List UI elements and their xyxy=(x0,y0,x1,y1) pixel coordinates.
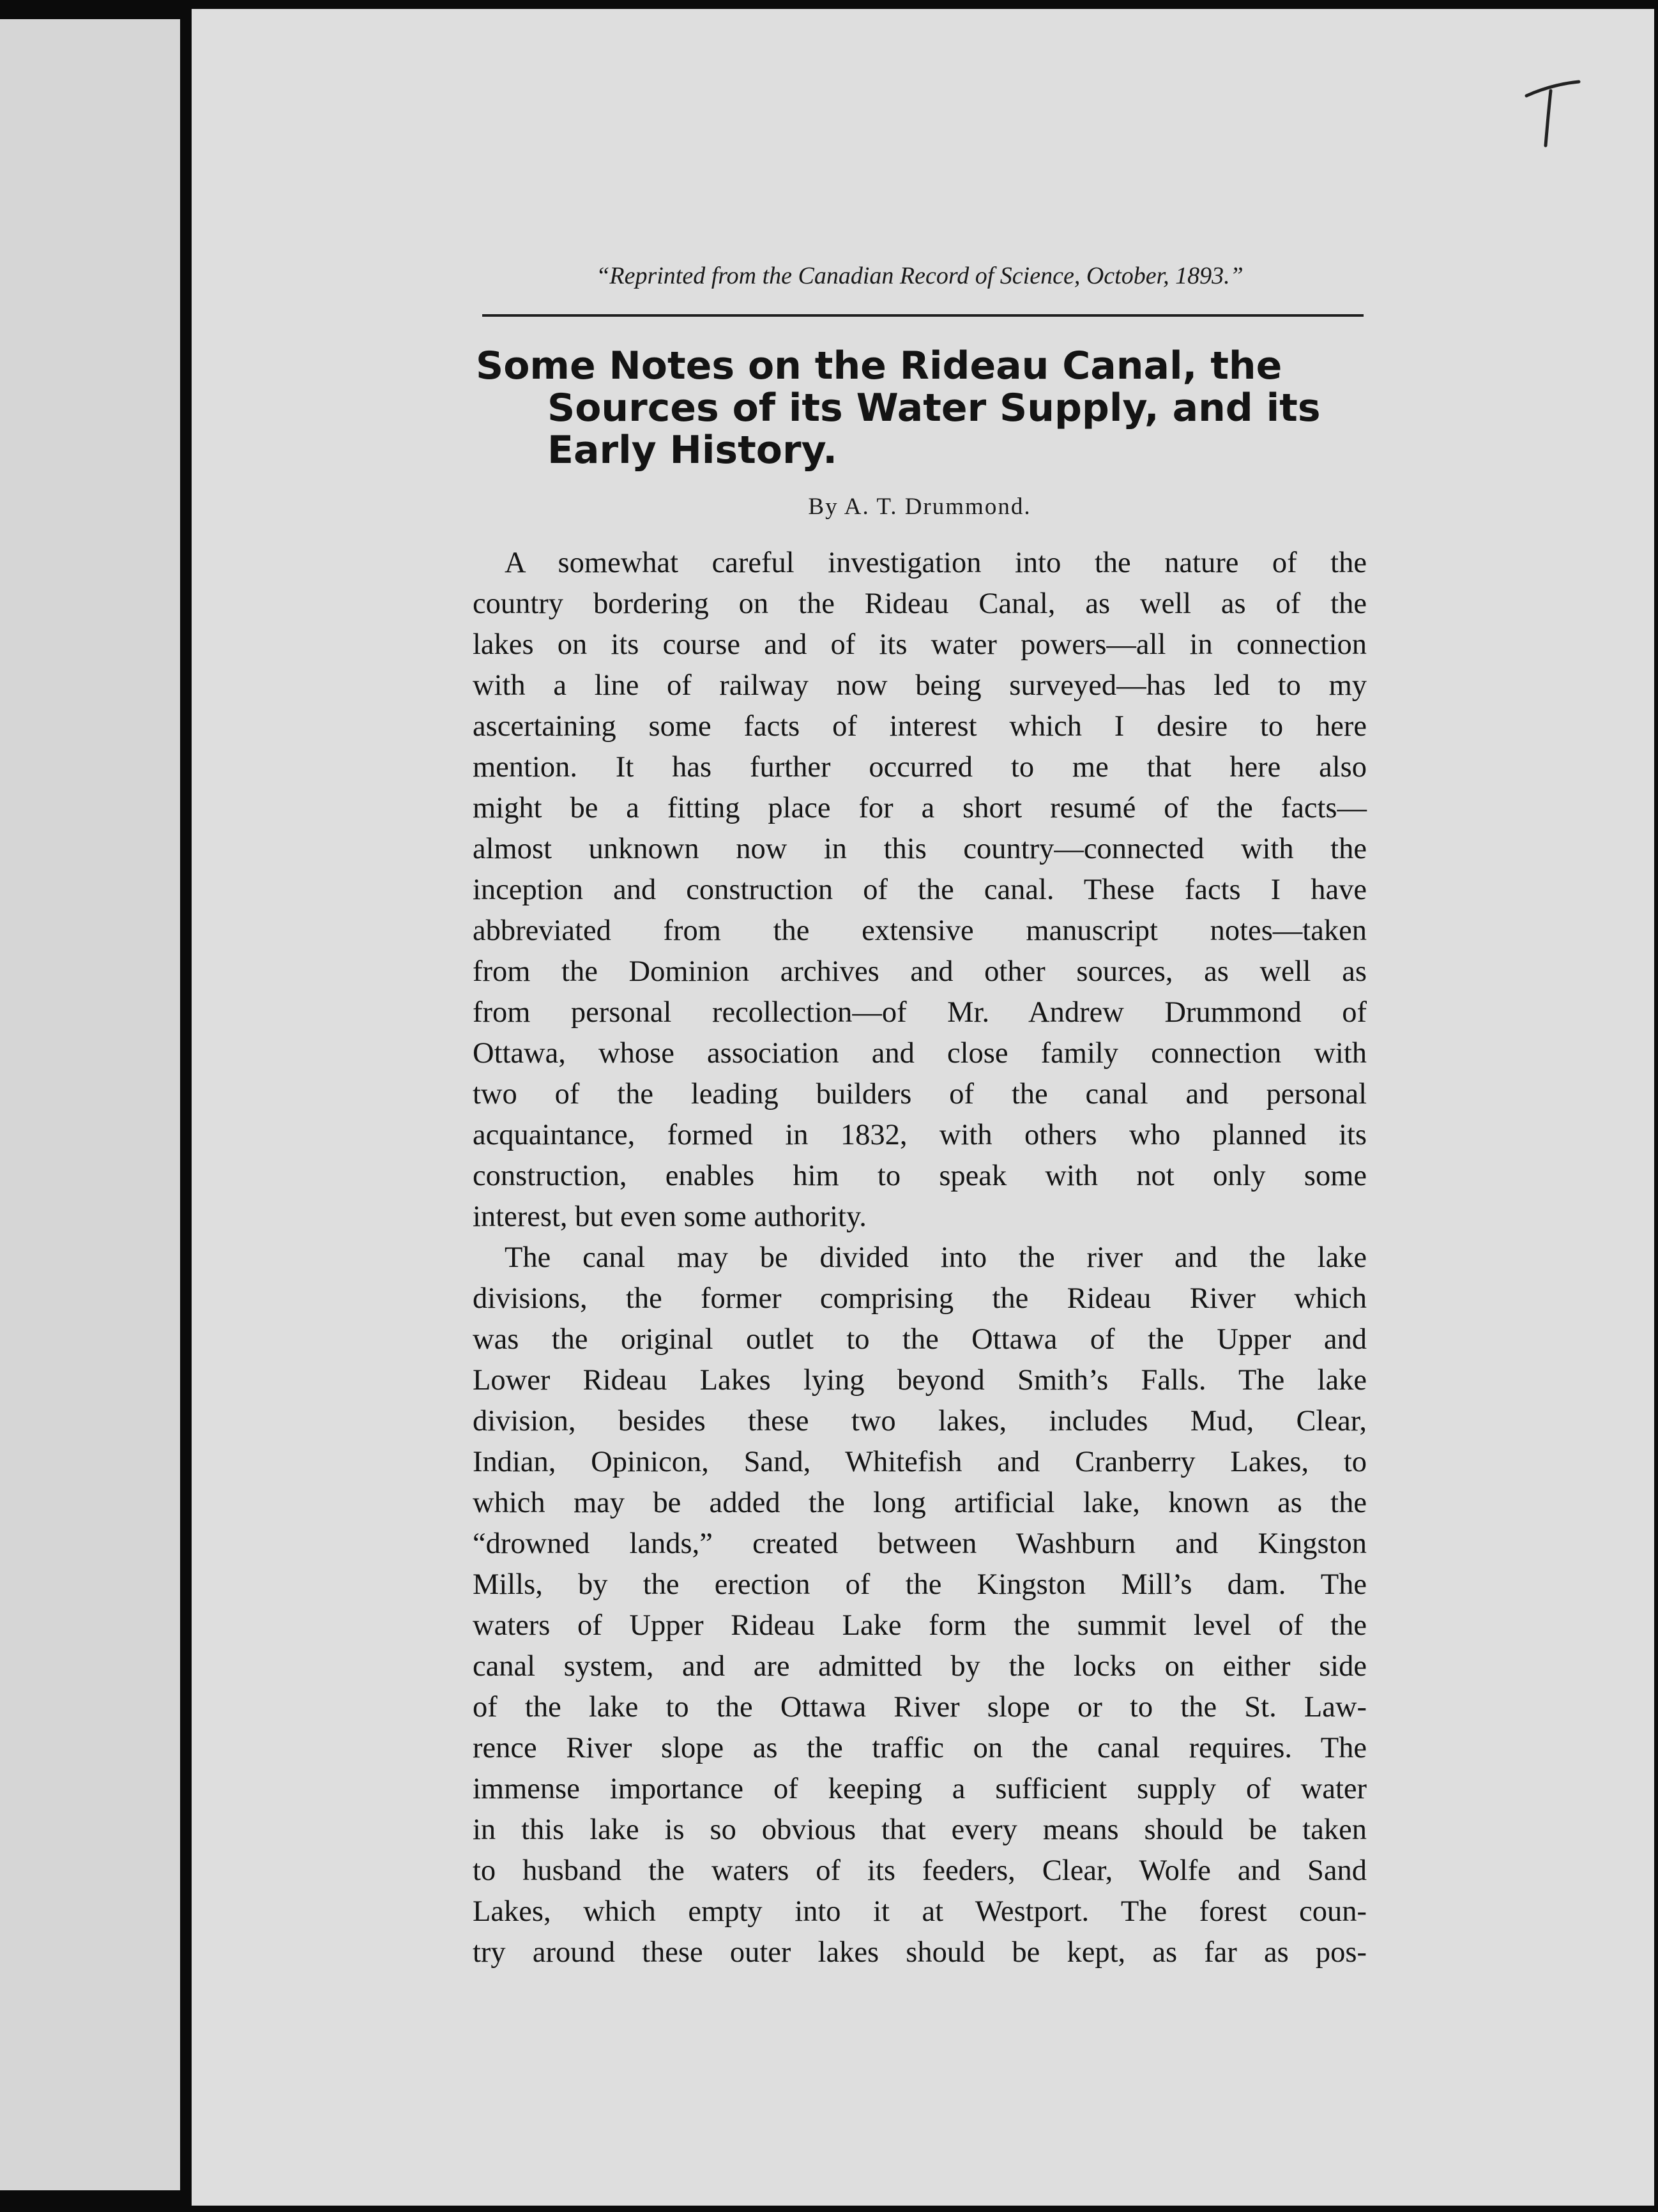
text-line: might be a fitting place for a short resumé of the facts— xyxy=(473,792,1367,824)
text-line: almost unknown now in this country—connected with the xyxy=(473,833,1367,865)
text-line: The canal may be divided into the river and the lake xyxy=(505,1241,1367,1274)
text-line: Ottawa, whose association and close family connection with xyxy=(473,1037,1367,1070)
reprint-note: “Reprinted from the Canadian Record of Science, October, 1893.” xyxy=(596,262,1244,289)
text-line: acquaintance, formed in 1832, with others who planned its xyxy=(473,1119,1367,1151)
text-line: rence River slope as the traffic on the canal requires. The xyxy=(473,1732,1367,1764)
article-title xyxy=(476,345,1370,471)
text-line: country bordering on the Rideau Canal, as well as of the xyxy=(473,587,1367,620)
text-line: which may be added the long artificial lake, known as the xyxy=(473,1487,1367,1519)
text-line: construction, enables him to speak with not only some xyxy=(473,1160,1367,1192)
handwritten-mark xyxy=(1520,77,1584,153)
text-line: two of the leading builders of the canal and personal xyxy=(473,1078,1367,1110)
text-line: Indian, Opinicon, Sand, Whitefish and Cranberry Lakes, to xyxy=(473,1446,1367,1478)
text-line: to husband the waters of its feeders, Clear, Wolfe and Sand xyxy=(473,1854,1367,1887)
text-line: of the lake to the Ottawa River slope or to the St. Law- xyxy=(473,1691,1367,1723)
text-line: division, besides these two lakes, includes Mud, Clear, xyxy=(473,1405,1367,1437)
text-line: Lakes, which empty into it at Westport. The forest coun- xyxy=(473,1895,1367,1928)
title-line: Early History. xyxy=(547,428,838,473)
text-line: Mills, by the erection of the Kingston Mill’s dam. The xyxy=(473,1568,1367,1601)
text-line: was the original outlet to the Ottawa of the Upper and xyxy=(473,1323,1367,1356)
text-line: in this lake is so obvious that every means should be taken xyxy=(473,1814,1367,1846)
text-line: interest, but even some authority. xyxy=(473,1201,867,1233)
text-line: inception and construction of the canal. These facts I have xyxy=(473,874,1367,906)
text-line: Lower Rideau Lakes lying beyond Smith’s Falls. The lake xyxy=(473,1364,1367,1397)
text-line: lakes on its course and of its water powers—all in connection xyxy=(473,628,1367,661)
title-line: Some Notes on the Rideau Canal, the xyxy=(476,344,1282,388)
text-line: canal system, and are admitted by the locks on either side xyxy=(473,1650,1367,1683)
text-line: from personal recollection—of Mr. Andrew Drummond of xyxy=(473,996,1367,1029)
facing-page-edge xyxy=(0,19,180,2190)
article-body xyxy=(473,543,1367,1973)
text-line: from the Dominion archives and other sources, as well as xyxy=(473,955,1367,988)
text-line: “drowned lands,” created between Washburn and Kingston xyxy=(473,1527,1367,1560)
text-line: waters of Upper Rideau Lake form the summit level of the xyxy=(473,1609,1367,1642)
text-line: A somewhat careful investigation into the nature of the xyxy=(505,547,1367,579)
text-line: try around these outer lakes should be kept, as far as pos- xyxy=(473,1936,1367,1969)
text-line: ascertaining some facts of interest which I desire to here xyxy=(473,710,1367,743)
text-line: divisions, the former comprising the Rideau River which xyxy=(473,1282,1367,1315)
author-byline: By A. T. Drummond. xyxy=(808,494,1031,520)
text-line: with a line of railway now being surveyed—has led to my xyxy=(473,669,1367,702)
title-line: Sources of its Water Supply, and its xyxy=(547,386,1321,430)
text-line: abbreviated from the extensive manuscript notes—taken xyxy=(473,914,1367,947)
text-line: mention. It has further occurred to me that here also xyxy=(473,751,1367,784)
header-rule xyxy=(482,314,1364,317)
text-line: immense importance of keeping a sufficient supply of water xyxy=(473,1773,1367,1805)
